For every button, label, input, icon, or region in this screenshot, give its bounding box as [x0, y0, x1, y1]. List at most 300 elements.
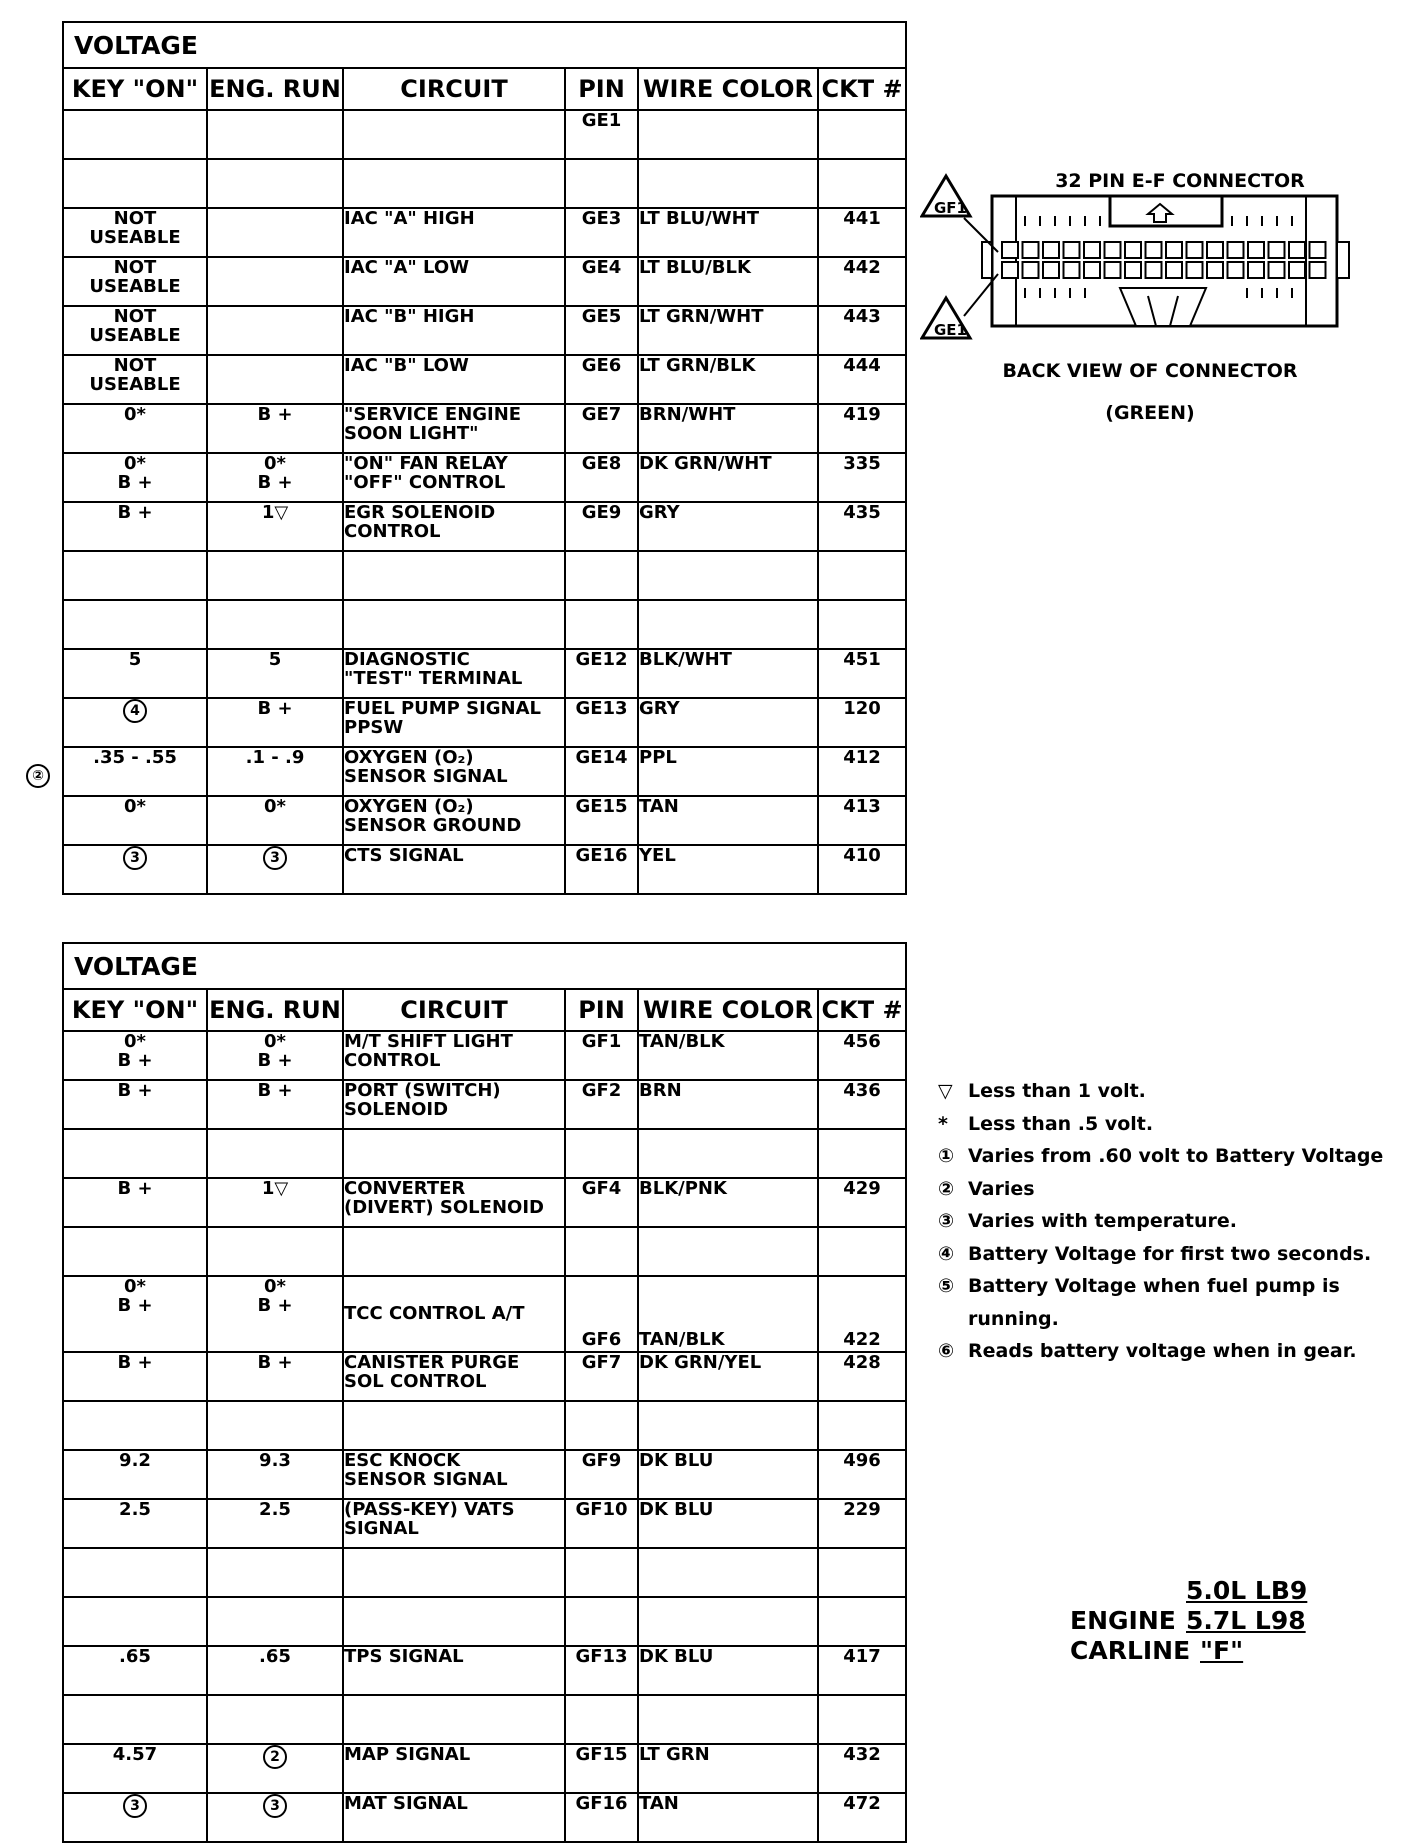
ckt-cell: 335	[818, 453, 906, 502]
pin-cell: GE9	[565, 502, 638, 551]
eng-run-cell	[207, 404, 343, 453]
voltage-table-gf	[62, 942, 907, 1843]
cell-line: 4.57	[112, 1744, 158, 1765]
pin-cell: GE5	[565, 306, 638, 355]
circuit-cell	[343, 1129, 565, 1178]
ckt-cell: 442	[818, 257, 906, 306]
cell-line: M/T SHIFT LIGHT	[344, 1031, 513, 1052]
legend-item	[938, 1140, 1384, 1173]
cell-line: USEABLE	[89, 374, 181, 395]
engine-value-1: 5.0L LB9	[1186, 1576, 1308, 1605]
table-row	[63, 1793, 906, 1842]
cell-line: MAP SIGNAL	[344, 1744, 471, 1765]
ckt-cell: 436	[818, 1080, 906, 1129]
table-row	[63, 1178, 906, 1227]
key-on-cell	[63, 502, 207, 551]
key-on-cell	[63, 1548, 207, 1597]
pin-cell	[565, 1548, 638, 1597]
key-on-cell	[63, 159, 207, 208]
key-on-cell	[63, 1744, 207, 1793]
cell-line: USEABLE	[89, 227, 181, 248]
legend-symbol: ④	[938, 1242, 955, 1265]
table-row	[63, 1450, 906, 1499]
pin-cell: GE12	[565, 649, 638, 698]
cell-line: 1▽	[261, 1178, 289, 1199]
table-row	[63, 159, 906, 208]
ckt-cell: 422	[818, 1276, 906, 1352]
eng-run-cell	[207, 747, 343, 796]
wire-color-cell: TAN	[638, 796, 818, 845]
key-on-cell	[63, 1597, 207, 1646]
table-row	[63, 1499, 906, 1548]
cell-line: CONTROL	[344, 521, 441, 542]
cell-line: DIAGNOSTIC	[344, 649, 470, 670]
pin-cavity	[1125, 262, 1141, 278]
circuit-cell	[343, 1401, 565, 1450]
eng-run-cell	[207, 551, 343, 600]
key-on-cell	[63, 747, 207, 796]
ckt-cell: 120	[818, 698, 906, 747]
table-row	[63, 404, 906, 453]
legend-symbol: ③	[938, 1210, 955, 1232]
connector-color-note: (GREEN)	[1105, 402, 1195, 424]
legend-text: Battery Voltage when fuel pump is	[968, 1275, 1340, 1297]
table-row	[63, 551, 906, 600]
cell-line: 2.5	[119, 1499, 151, 1520]
wire-color-cell	[638, 600, 818, 649]
eng-run-cell	[207, 1695, 343, 1744]
pin-cell	[565, 1401, 638, 1450]
eng-run-cell	[207, 159, 343, 208]
legend-item	[938, 1238, 1378, 1271]
ckt-cell	[818, 1548, 906, 1597]
eng-run-cell	[207, 1597, 343, 1646]
circuit-cell	[343, 600, 565, 649]
column-header: ENG. RUN	[207, 68, 343, 110]
eng-run-cell	[207, 1499, 343, 1548]
cell-line: B +	[117, 1178, 153, 1199]
pin-cavity	[1166, 262, 1182, 278]
pin-cavity	[1105, 262, 1121, 278]
cell-line: B +	[257, 1080, 293, 1101]
eng-run-cell	[207, 1227, 343, 1276]
cell-line: PPSW	[344, 717, 404, 738]
key-on-cell	[63, 1793, 207, 1842]
eng-run-cell	[207, 1401, 343, 1450]
wire-color-cell	[638, 1129, 818, 1178]
pin-cell: GF15	[565, 1744, 638, 1793]
ckt-cell	[818, 1401, 906, 1450]
table-row	[63, 1744, 906, 1793]
column-header: KEY "ON"	[63, 68, 207, 110]
wire-color-cell	[638, 159, 818, 208]
ckt-cell: 413	[818, 796, 906, 845]
pin-cell: GE7	[565, 404, 638, 453]
circuit-cell	[343, 453, 565, 502]
circled-note-ref: 3	[208, 1794, 342, 1818]
cell-line: SENSOR GROUND	[344, 815, 522, 836]
wire-color-cell: PPL	[638, 747, 818, 796]
key-on-cell	[63, 1646, 207, 1695]
cell-line: IAC "B" LOW	[344, 355, 469, 376]
pin-cell: GE1	[565, 110, 638, 159]
wire-color-cell: BRN/WHT	[638, 404, 818, 453]
cell-line: 0*	[124, 1031, 146, 1052]
pin-cavity	[1289, 242, 1305, 258]
cell-line: 9.3	[259, 1450, 291, 1471]
wire-color-cell: DK BLU	[638, 1499, 818, 1548]
pin-cell	[565, 551, 638, 600]
cell-line: B +	[257, 698, 293, 719]
table-row	[63, 747, 906, 796]
ckt-cell	[818, 1129, 906, 1178]
table-row	[63, 1227, 906, 1276]
column-header: CIRCUIT	[343, 989, 565, 1031]
table-title: VOLTAGE	[63, 22, 906, 68]
ckt-cell	[818, 110, 906, 159]
cell-line: B +	[117, 1050, 153, 1071]
eng-run-cell	[207, 1178, 343, 1227]
pin-cavity	[1064, 242, 1080, 258]
key-on-cell	[63, 1178, 207, 1227]
key-on-cell	[63, 600, 207, 649]
cell-line: IAC "B" HIGH	[344, 306, 475, 327]
circuit-cell	[343, 1276, 565, 1352]
circuit-cell	[343, 159, 565, 208]
legend-symbol: *	[938, 1112, 948, 1135]
cell-line: 1▽	[261, 502, 289, 523]
key-on-cell	[63, 1227, 207, 1276]
table-row	[63, 1646, 906, 1695]
wire-color-cell	[638, 110, 818, 159]
table-row	[63, 1352, 906, 1401]
legend-text: Reads battery voltage when in gear.	[968, 1340, 1357, 1362]
eng-run-cell	[207, 1548, 343, 1597]
key-on-cell	[63, 453, 207, 502]
pin-cell: GE15	[565, 796, 638, 845]
legend-symbol: ▽	[938, 1080, 953, 1102]
pin-cavity	[1269, 262, 1285, 278]
key-on-cell	[63, 1499, 207, 1548]
pin-cavity	[1228, 262, 1244, 278]
ckt-cell: 472	[818, 1793, 906, 1842]
pin-cell: GE8	[565, 453, 638, 502]
wire-color-cell	[638, 551, 818, 600]
table-row	[63, 1401, 906, 1450]
cell-line: NOT	[113, 306, 157, 327]
circuit-cell	[343, 502, 565, 551]
pin-cell: GF2	[565, 1080, 638, 1129]
ckt-cell: 412	[818, 747, 906, 796]
circled-note-ref: 3	[64, 1794, 206, 1818]
eng-run-cell	[207, 502, 343, 551]
wire-color-cell: TAN/BLK	[638, 1276, 818, 1352]
cell-line: (PASS-KEY) VATS	[344, 1499, 515, 1520]
cell-line: B +	[117, 1295, 153, 1316]
wire-color-cell	[638, 1548, 818, 1597]
pin-cell	[565, 1695, 638, 1744]
cell-line: "OFF" CONTROL	[344, 472, 506, 493]
cell-line: SOL CONTROL	[344, 1371, 487, 1392]
circuit-cell	[343, 404, 565, 453]
ckt-cell: 451	[818, 649, 906, 698]
cell-line: 0*	[124, 1276, 146, 1297]
key-on-cell	[63, 1450, 207, 1499]
legend-item	[938, 1173, 1378, 1206]
cell-line: CONVERTER	[344, 1178, 466, 1199]
engine-value-2: 5.7L L98	[1186, 1606, 1306, 1635]
legend-text: Less than 1 volt.	[968, 1080, 1146, 1102]
pin-cavity	[1146, 262, 1162, 278]
circled-note-ref: 4	[64, 699, 206, 723]
cell-line: OXYGEN (O₂)	[344, 747, 474, 768]
cell-line: TPS SIGNAL	[344, 1646, 464, 1667]
pin-cell: GF10	[565, 1499, 638, 1548]
ckt-cell: 432	[818, 1744, 906, 1793]
circuit-cell	[343, 1227, 565, 1276]
wire-color-cell: LT GRN	[638, 1744, 818, 1793]
cell-line: 5	[128, 649, 142, 670]
pin-cell: GE14	[565, 747, 638, 796]
cell-line: B +	[257, 1050, 293, 1071]
circled-note-ref: 3	[64, 846, 206, 870]
cell-line: 0*	[124, 453, 146, 474]
gf1-label: GF1	[934, 199, 967, 217]
eng-run-cell	[207, 1080, 343, 1129]
cell-line: B +	[117, 502, 153, 523]
eng-run-cell	[207, 1793, 343, 1842]
pin-cavity	[1166, 242, 1182, 258]
carline-label: CARLINE	[1070, 1636, 1191, 1665]
cell-line: 0*	[264, 453, 286, 474]
eng-run-cell	[207, 649, 343, 698]
circuit-cell	[343, 1695, 565, 1744]
table-row	[63, 306, 906, 355]
cell-line: B +	[117, 472, 153, 493]
pin-cavity	[1064, 262, 1080, 278]
wire-color-cell: DK BLU	[638, 1450, 818, 1499]
circled-note-ref: 2	[208, 1745, 342, 1769]
key-on-cell	[63, 551, 207, 600]
table-row	[63, 649, 906, 698]
engine-carline-block	[1070, 1576, 1330, 1666]
pin-cell: GE4	[565, 257, 638, 306]
wire-color-cell	[638, 1401, 818, 1450]
ckt-cell: 428	[818, 1352, 906, 1401]
circuit-cell	[343, 1352, 565, 1401]
cell-line: USEABLE	[89, 276, 181, 297]
wire-color-cell: LT GRN/WHT	[638, 306, 818, 355]
legend-text: Battery Voltage for first two seconds.	[968, 1242, 1372, 1265]
eng-run-cell	[207, 796, 343, 845]
side-note-marker: ②	[26, 764, 50, 788]
pin-cavity	[1187, 262, 1203, 278]
wire-color-cell	[638, 1597, 818, 1646]
legend-symbol: ①	[938, 1145, 955, 1167]
engine-label: ENGINE	[1070, 1606, 1176, 1635]
circuit-cell	[343, 747, 565, 796]
legend-item	[938, 1303, 1378, 1336]
pin-cavity	[1146, 242, 1162, 258]
circuit-cell	[343, 1646, 565, 1695]
cell-line: OXYGEN (O₂)	[344, 796, 474, 817]
eng-run-cell	[207, 110, 343, 159]
pin-cell: GF9	[565, 1450, 638, 1499]
connector-caption: BACK VIEW OF CONNECTOR	[1002, 360, 1298, 382]
pin-cell: GF13	[565, 1646, 638, 1695]
pin-cavity	[1002, 262, 1018, 278]
pin-cell: GF4	[565, 1178, 638, 1227]
cell-line: ESC KNOCK	[344, 1450, 461, 1471]
wire-color-cell: LT BLU/BLK	[638, 257, 818, 306]
wire-color-cell: BLK/PNK	[638, 1178, 818, 1227]
wire-color-cell: GRY	[638, 698, 818, 747]
ckt-cell	[818, 551, 906, 600]
key-on-cell	[63, 1276, 207, 1352]
eng-run-cell	[207, 1450, 343, 1499]
table-row	[63, 208, 906, 257]
legend-item	[938, 1270, 1378, 1303]
eng-run-cell	[207, 306, 343, 355]
pin-cavity	[1187, 242, 1203, 258]
cell-line: 0*	[124, 404, 146, 425]
ckt-cell: 496	[818, 1450, 906, 1499]
table-row	[63, 1129, 906, 1178]
ckt-cell: 441	[818, 208, 906, 257]
table-row	[63, 257, 906, 306]
cell-line: .1 - .9	[245, 747, 305, 768]
eng-run-cell	[207, 1031, 343, 1080]
connector-diagram	[920, 166, 1360, 426]
column-header: WIRE COLOR	[638, 68, 818, 110]
circuit-cell	[343, 1178, 565, 1227]
pin-cell: GE3	[565, 208, 638, 257]
table-row	[63, 796, 906, 845]
cell-line: IAC "A" HIGH	[344, 208, 475, 229]
cell-line: SENSOR SIGNAL	[344, 766, 508, 787]
pin-cell	[565, 1597, 638, 1646]
table-row	[63, 1548, 906, 1597]
key-on-cell	[63, 1352, 207, 1401]
pin-cavity	[1289, 262, 1305, 278]
cell-line: TCC CONTROL A/T	[344, 1303, 525, 1324]
cell-line: CANISTER PURGE	[344, 1352, 520, 1373]
column-header: KEY "ON"	[63, 989, 207, 1031]
column-header: PIN	[565, 68, 638, 110]
pin-cavity	[1269, 242, 1285, 258]
table-row	[63, 110, 906, 159]
ge1-label: GE1	[934, 321, 967, 339]
pin-cavity	[1207, 242, 1223, 258]
ckt-cell: 417	[818, 1646, 906, 1695]
key-on-cell	[63, 1129, 207, 1178]
pin-cavity	[1207, 262, 1223, 278]
pin-cell: GE13	[565, 698, 638, 747]
key-on-cell	[63, 355, 207, 404]
wire-color-cell: LT BLU/WHT	[638, 208, 818, 257]
ckt-cell: 410	[818, 845, 906, 894]
wire-color-cell: TAN	[638, 1793, 818, 1842]
circuit-cell	[343, 355, 565, 404]
ckt-cell	[818, 600, 906, 649]
circuit-cell	[343, 1597, 565, 1646]
ckt-cell	[818, 1597, 906, 1646]
key-on-cell	[63, 845, 207, 894]
circled-note-ref: 3	[208, 846, 342, 870]
eng-run-cell	[207, 600, 343, 649]
wire-color-cell	[638, 1227, 818, 1276]
cell-line: 9.2	[119, 1450, 151, 1471]
pin-cavity	[1310, 242, 1326, 258]
cell-line: B +	[257, 472, 293, 493]
key-on-cell	[63, 796, 207, 845]
ckt-cell: 419	[818, 404, 906, 453]
table-row	[63, 502, 906, 551]
circuit-cell	[343, 698, 565, 747]
circuit-cell	[343, 306, 565, 355]
key-on-cell	[63, 1031, 207, 1080]
wire-color-cell: BRN	[638, 1080, 818, 1129]
eng-run-cell	[207, 355, 343, 404]
legend-text: running.	[968, 1307, 1059, 1330]
circuit-cell	[343, 796, 565, 845]
column-header: PIN	[565, 989, 638, 1031]
cell-line: B +	[257, 1352, 293, 1373]
eng-run-cell	[207, 845, 343, 894]
pin-cell: GF16	[565, 1793, 638, 1842]
cell-line: MAT SIGNAL	[344, 1793, 468, 1814]
pin-cell	[565, 1129, 638, 1178]
column-header: WIRE COLOR	[638, 989, 818, 1031]
pin-cavity	[1043, 262, 1059, 278]
circuit-cell	[343, 1031, 565, 1080]
table-row	[63, 698, 906, 747]
wire-color-cell: GRY	[638, 502, 818, 551]
circuit-cell	[343, 1548, 565, 1597]
legend-symbol: ⑤	[938, 1275, 955, 1297]
table-row	[63, 1031, 906, 1080]
circuit-cell	[343, 1450, 565, 1499]
symbol-legend	[938, 1075, 1384, 1368]
ckt-cell: 435	[818, 502, 906, 551]
pin-cavity	[1084, 242, 1100, 258]
eng-run-cell	[207, 1276, 343, 1352]
cell-line: .65	[119, 1646, 151, 1667]
circuit-cell	[343, 649, 565, 698]
cell-line: B +	[257, 1295, 293, 1316]
cell-line: NOT	[113, 355, 157, 376]
ckt-cell: 229	[818, 1499, 906, 1548]
key-on-cell	[63, 1401, 207, 1450]
circuit-cell	[343, 257, 565, 306]
column-header: CKT #	[818, 989, 906, 1031]
ckt-cell: 443	[818, 306, 906, 355]
key-on-cell	[63, 208, 207, 257]
cell-line: B +	[257, 404, 293, 425]
pin-cell: GF6	[565, 1276, 638, 1352]
pin-cavity	[1228, 242, 1244, 258]
cell-line: IAC "A" LOW	[344, 257, 470, 278]
legend-item	[938, 1205, 1378, 1238]
key-on-cell	[63, 1080, 207, 1129]
eng-run-cell	[207, 1646, 343, 1695]
eng-run-cell	[207, 257, 343, 306]
eng-run-cell	[207, 698, 343, 747]
wire-color-cell: YEL	[638, 845, 818, 894]
pin-cell: GF7	[565, 1352, 638, 1401]
pin-cavity	[1125, 242, 1141, 258]
cell-line: NOT	[113, 208, 157, 229]
